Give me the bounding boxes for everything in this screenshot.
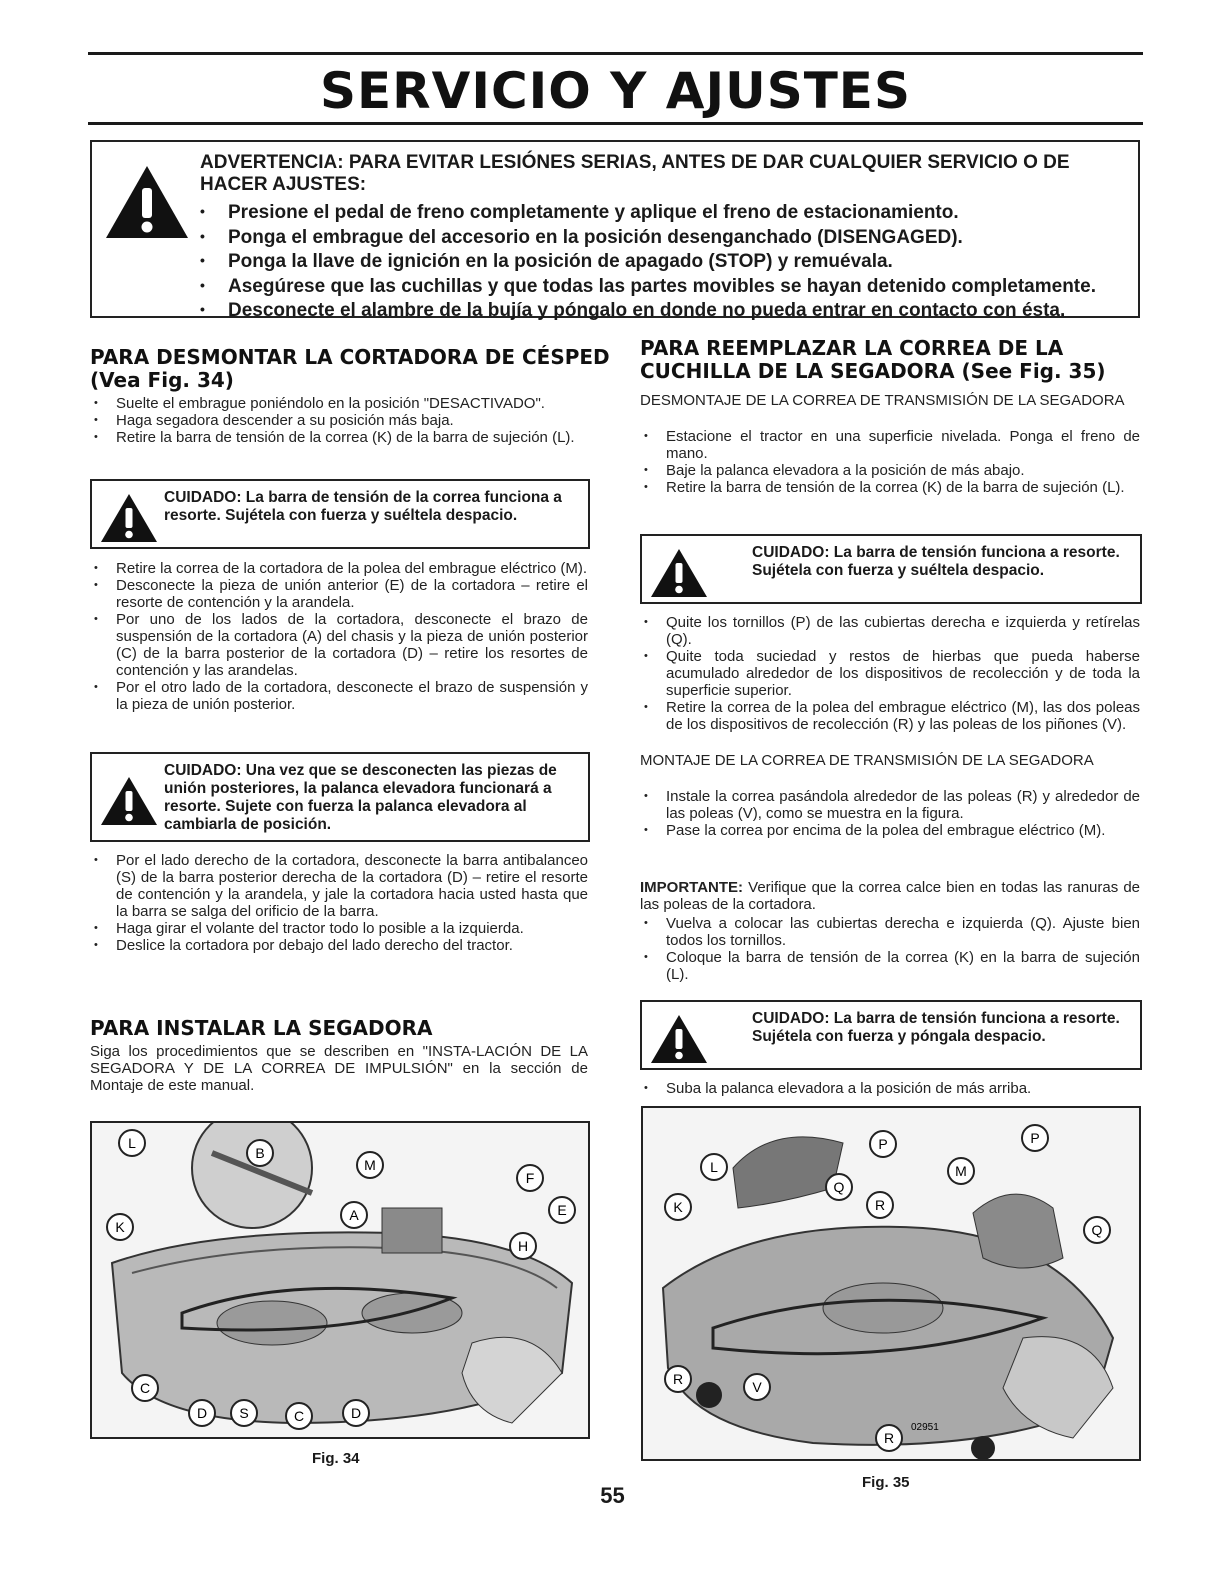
- mower-deck-illustration: [92, 1123, 590, 1439]
- list-item: • Por el lado derecho de la cortadora, desconecte la barra antibalanceo (S) de la barra posterior derecha de la cortadora (D) – retire el resorte de contención y la arandela, y jale la cortadora hacia usted hasta que la barra se salga del orificio de la barra.: [90, 852, 588, 920]
- warning-triangle-icon: [650, 1014, 708, 1064]
- figure-label: V: [752, 1379, 762, 1395]
- list-item: • Retire la correa de la polea del embrague eléctrico (M), las dos poleas de los dispositivos de recolección (R) y las poleas de los piñones (V).: [640, 699, 1140, 733]
- figure-label: D: [350, 1405, 362, 1421]
- warning-list: [200, 200, 1135, 323]
- warning-triangle-icon: [104, 164, 190, 240]
- list-item: • Retire la barra de tensión de la correa (K) de la barra de sujeción (L).: [90, 429, 588, 446]
- warning-triangle-icon: [650, 548, 708, 598]
- figure-label: A: [349, 1207, 359, 1223]
- figure-34: [90, 1121, 590, 1439]
- warning-item: • Presione el pedal de freno completamente y aplique el freno de estacionamiento.: [200, 200, 1135, 225]
- list-item: • Retire la barra de tensión de la correa (K) de la barra de sujeción (L).: [640, 479, 1140, 496]
- remove-steps-a: [90, 395, 588, 446]
- figure-label: P: [1030, 1130, 1040, 1146]
- warning-item: • Ponga el embrague del accesorio en la posición desenganchado (DISENGAGED).: [200, 225, 1135, 250]
- list-item: • Vuelva a colocar las cubiertas derecha e izquierda (Q). Ajuste bien todos los tornillos.: [640, 915, 1140, 949]
- caution-box: [640, 534, 1142, 604]
- page-title: SERVICIO Y AJUSTES: [320, 62, 911, 120]
- figure-label: C: [293, 1408, 305, 1424]
- list-item: • Quite los tornillos (P) de las cubiertas derecha e izquierda y retírelas (Q).: [640, 614, 1140, 648]
- caution-text: CUIDADO: La barra de tensión funciona a resorte. Sujétela con fuerza y suéltela despacio.: [752, 544, 1120, 579]
- list-item: • Por uno de los lados de la cortadora, desconecte el brazo de suspensión de la cortadora (A) del chasis y la pieza de unión posterior (C) de la barra posterior de la cortadora (D) – retire los resortes de contención y las arandelas.: [90, 611, 588, 679]
- figure-label: F: [525, 1170, 535, 1186]
- list-item: • Quite toda suciedad y restos de hierbas que pueda haberse acumulado alrededor de los dispositivos de recolección y de toda la superficie superior.: [640, 648, 1140, 699]
- caution-text: CUIDADO: La barra de tensión de la correa funciona a resorte. Sujétela con fuerza y suéltela despacio.: [164, 489, 562, 524]
- figure-label: S: [239, 1405, 249, 1421]
- install-text: Siga los procedimientos que se describen en "INSTA-LACIÓN DE LA SEGADORA Y DE LA CORREA DE IMPULSIÓN" en la sección de Montaje de este manual.: [90, 1043, 588, 1094]
- list-item: • Estacione el tractor en una superficie nivelada. Ponga el freno de mano.: [640, 428, 1140, 462]
- figure-label: R: [672, 1371, 684, 1387]
- remove-steps-b: [90, 560, 588, 713]
- figure-label: D: [196, 1405, 208, 1421]
- caution-text: CUIDADO: Una vez que se desconecten las piezas de unión posteriores, la palanca elevadora funcionará a resorte. Sujete con fuerza la palanca elevadora al cambiarla de posición.: [164, 762, 557, 833]
- replace-steps-a: [640, 428, 1140, 496]
- top-rule: [88, 52, 1143, 55]
- list-item: • Suba la palanca elevadora a la posición de más arriba.: [640, 1080, 1140, 1097]
- caution-box: [90, 479, 590, 549]
- figure-label: K: [673, 1199, 683, 1215]
- figure-caption: Fig. 35: [862, 1474, 910, 1491]
- figure-label: L: [710, 1159, 718, 1175]
- list-item: • Deslice la cortadora por debajo del lado derecho del tractor.: [90, 937, 588, 954]
- caution-box: [90, 752, 590, 842]
- title-underline: [88, 122, 1143, 125]
- warning-item: • Asegúrese que las cuchillas y que todas las partes movibles se hayan detenido completamente.: [200, 274, 1135, 299]
- replace-steps-e: [640, 1080, 1140, 1097]
- subhead-removal: DESMONTAJE DE LA CORREA DE TRANSMISIÓN DE LA SEGADORA: [640, 392, 1125, 409]
- list-item: • Pase la correa por encima de la polea del embrague eléctrico (M).: [640, 822, 1140, 839]
- mower-belt-illustration: [643, 1108, 1141, 1461]
- figure-label: C: [139, 1380, 151, 1396]
- warning-box: [90, 140, 1140, 321]
- figure-label: M: [955, 1163, 967, 1179]
- page-number: 55: [600, 1483, 625, 1508]
- important-note: IMPORTANTE: Verifique que la correa calce bien en todas las ranuras de las poleas de la cortadora.: [640, 879, 1141, 913]
- figure-label: B: [255, 1145, 265, 1161]
- replace-steps-d: [640, 915, 1140, 983]
- list-item: • Suelte el embrague poniéndolo en la posición "DESACTIVADO".: [90, 395, 588, 412]
- section-title-replace-belt: PARA REEMPLAZAR LA CORREA DE LA CUCHILLA DE LA SEGADORA (See Fig. 35): [640, 336, 1106, 383]
- replace-steps-c: [640, 788, 1140, 839]
- warning-triangle-icon: [100, 776, 158, 826]
- remove-steps-c: [90, 852, 588, 954]
- replace-steps-b: [640, 614, 1140, 733]
- list-item: • Haga segadora descender a su posición más baja.: [90, 412, 588, 429]
- figure-label: M: [364, 1157, 376, 1173]
- warning-item: • Ponga la llave de ignición en la posición de apagado (STOP) y remuévala.: [200, 249, 1135, 274]
- figure-label: R: [874, 1197, 886, 1213]
- warning-triangle-icon: [100, 493, 158, 543]
- figure-label: Q: [1091, 1222, 1103, 1238]
- list-item: • Instale la correa pasándola alrededor de las poleas (R) y alrededor de las poleas (V), como se muestra en la figura.: [640, 788, 1140, 822]
- figure-label: E: [557, 1202, 567, 1218]
- figure-35: [641, 1106, 1141, 1461]
- figure-label: R: [883, 1430, 895, 1446]
- figure-code: 02951: [911, 1422, 939, 1433]
- section-title-remove-mower: PARA DESMONTAR LA CORTADORA DE CÉSPED (Vea Fig. 34): [90, 345, 610, 392]
- caution-text: CUIDADO: La barra de tensión funciona a resorte. Sujétela con fuerza y póngala despacio.: [752, 1010, 1120, 1045]
- list-item: • Coloque la barra de tensión de la correa (K) en la barra de sujeción (L).: [640, 949, 1140, 983]
- figure-label: Q: [833, 1179, 845, 1195]
- figure-label: P: [878, 1136, 888, 1152]
- list-item: • Baje la palanca elevadora a la posición de más abajo.: [640, 462, 1140, 479]
- figure-label: K: [115, 1219, 125, 1235]
- figure-label: L: [128, 1135, 136, 1151]
- list-item: • Haga girar el volante del tractor todo lo posible a la izquierda.: [90, 920, 588, 937]
- warning-heading: ADVERTENCIA: PARA EVITAR LESIÓNES SERIAS, ANTES DE DAR CUALQUIER SERVICIO O DE HACER AJUSTES:: [200, 152, 1070, 195]
- section-title-install-mower: PARA INSTALAR LA SEGADORA: [90, 1016, 433, 1040]
- figure-label: H: [517, 1238, 529, 1254]
- list-item: • Retire la correa de la cortadora de la polea del embrague eléctrico (M).: [90, 560, 588, 577]
- caution-box: [640, 1000, 1142, 1070]
- list-item: • Desconecte la pieza de unión anterior (E) de la cortadora – retire el resorte de contención y la arandela.: [90, 577, 588, 611]
- figure-caption: Fig. 34: [312, 1450, 360, 1467]
- warning-item: • Desconecte el alambre de la bujía y póngalo en donde no pueda entrar en contacto con ésta.: [200, 298, 1135, 323]
- subhead-installation: MONTAJE DE LA CORREA DE TRANSMISIÓN DE LA SEGADORA: [640, 752, 1094, 769]
- list-item: • Por el otro lado de la cortadora, desconecte el brazo de suspensión y la pieza de unión posterior.: [90, 679, 588, 713]
